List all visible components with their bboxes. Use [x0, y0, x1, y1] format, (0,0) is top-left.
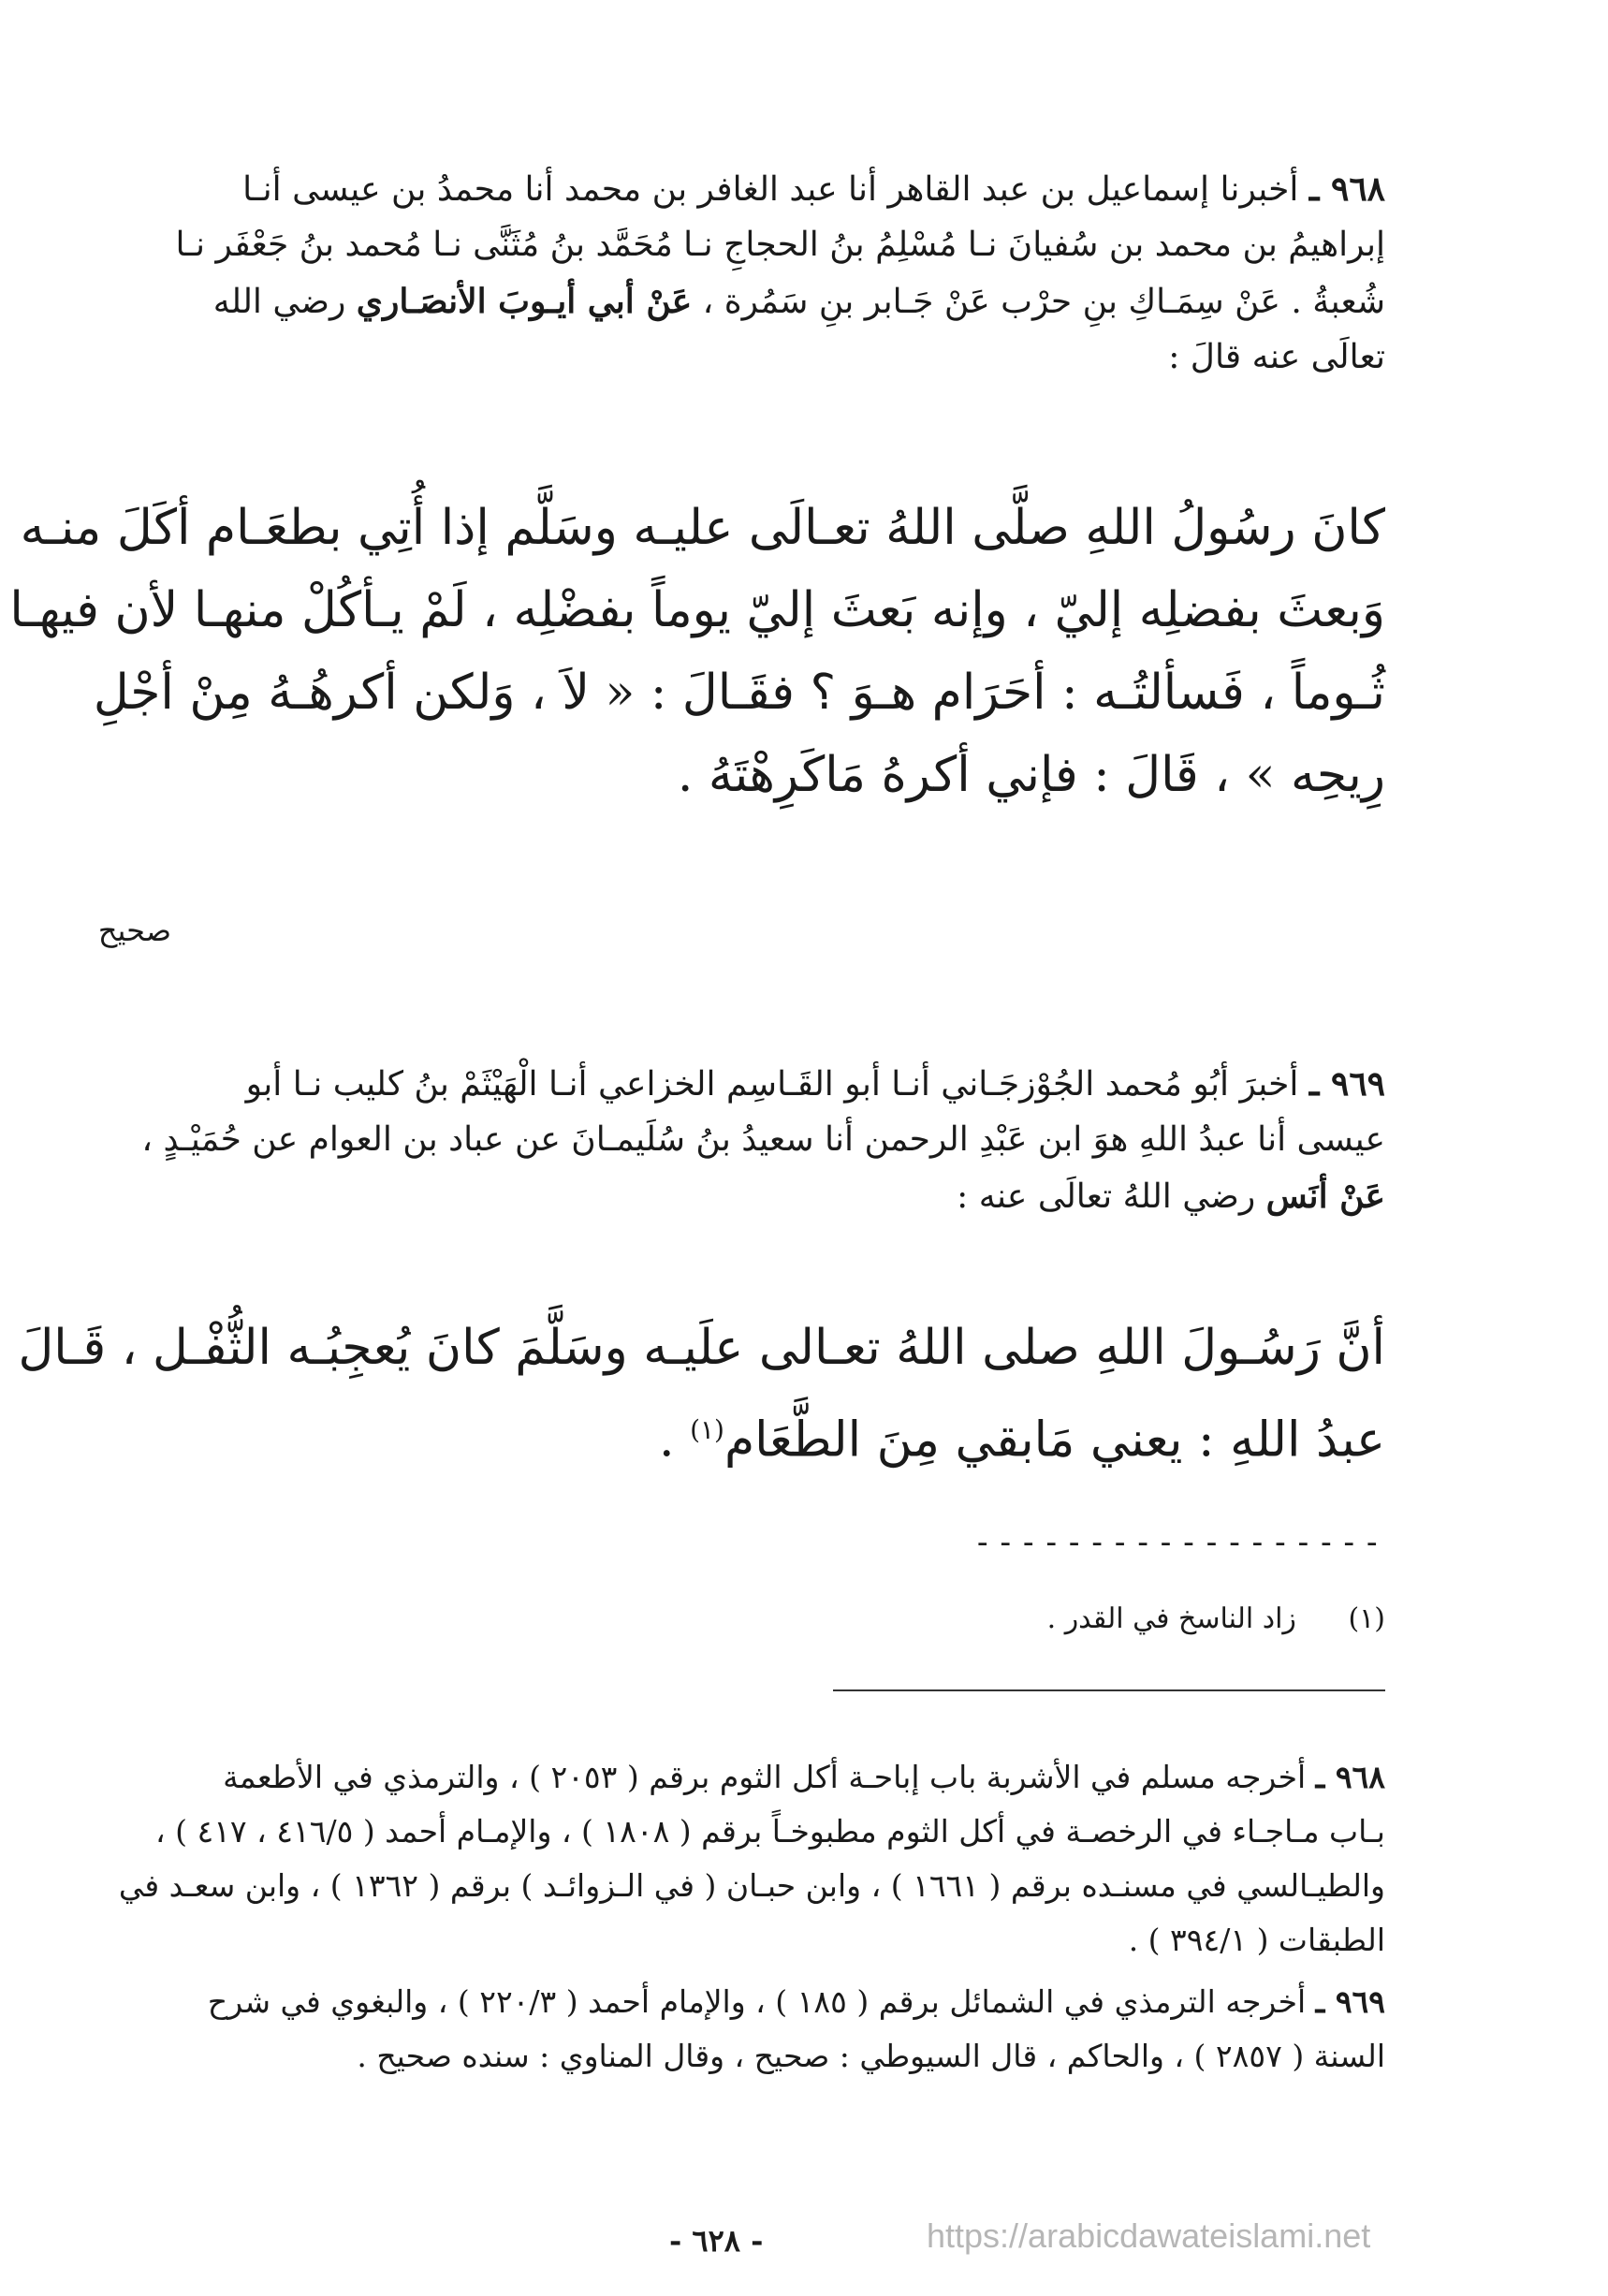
matn-line: كانَ رسُولُ اللهِ صلَّى اللهُ تعـالَى عليـه وسَلَّم إذا أُتِي بطعَـام أكَلَ منـه — [20, 500, 1385, 556]
hadith-number: ٩٦٩ ـ — [1308, 1064, 1385, 1104]
isnad-text: رضي الله — [212, 283, 346, 321]
isnad-text: أخبرَ أبُو مُحمد الجُوْزجَـاني أنـا أبو القَـاسِم الخزاعي أنـا الْهَيْثَمْ بنُ كليب نـا أبو — [245, 1065, 1299, 1104]
footnote — [1047, 1602, 1385, 1635]
takhrij-968 — [118, 1750, 1385, 1967]
watermark-url: https://arabicdawateislami.net — [927, 2216, 1371, 2255]
hadith-969-matn — [18, 1307, 1385, 1471]
takhrij-line — [207, 1975, 1385, 2029]
hadith-968-matn — [9, 487, 1385, 816]
isnad-text: رضي اللهُ تعالَى عنه : — [957, 1177, 1256, 1216]
hadith-number: ٩٦٨ ـ — [1315, 1759, 1385, 1795]
hadith-968-isnad — [175, 161, 1385, 386]
isnad-line — [225, 161, 1385, 217]
hadith-grade: صحيح — [97, 913, 171, 948]
matn-line: وَبعثَ بفضلِه إليّ ، وإنه بَعثَ إليّ يوماً بفضْلِه ، لَمْ يـأكُلْ منهـا لأن فيهـا — [9, 582, 1385, 638]
isnad-text: إبراهيمُ بن محمد بن سُفيانَ نـا مُسْلِمُ بنُ الحجاجِ نـا مُحَمَّد بنُ مُثَنَّى نـا مُحمد بنُ جَعْفَر نـا — [175, 226, 1385, 264]
hadith-number: ٩٦٩ ـ — [1315, 1983, 1385, 2020]
isnad-line — [141, 1112, 1385, 1168]
takhrij-line: السنة ( ٢٨٥٧ ) ، والحاكم ، قال السيوطي : صحيح ، وقال المناوي : سنده صحيح . — [357, 2038, 1385, 2074]
isnad-line — [175, 217, 1385, 273]
isnad-line — [225, 1056, 1385, 1112]
takhrij-line: الطبقات ( ٣٩٤/١ ) . — [1128, 1922, 1385, 1958]
matn-text: عبدُ اللهِ : يعني مَابقي مِنَ الطَّعَام — [724, 1411, 1385, 1469]
isnad-line — [212, 273, 1385, 329]
matn-line: أنَّ رَسُـولَ اللهِ صلى اللهُ تعـالى علَيـه وسَلَّمَ كانَ يُعجِبُـه الثُّفْـل ، قَـالَ — [18, 1320, 1385, 1376]
isnad-text: شُعبةُ . عَنْ سِمَـاكِ بنِ حرْب عَنْ جَـابر بنِ سَمُرة ، — [702, 283, 1385, 321]
takhrij-line — [225, 1750, 1385, 1805]
takhrij-line: والطيـالسي في مسنـده برقم ( ١٦٦١ ) ، وابن حبـان ( في الـزوائـد ) برقم ( ١٣٦٢ ) ، وابن سعـد في — [118, 1867, 1385, 1904]
matn-line — [225, 1389, 1385, 1471]
companion-name: عَنْ أنَس — [1265, 1177, 1385, 1216]
takhrij-text: أخرجه مسلم في الأشربة باب إباحـة أكل الثوم برقم ( ٢٠٥٣ ) ، والترمذي في الأطعمة — [223, 1759, 1307, 1795]
isnad-line — [225, 1168, 1385, 1224]
takhrij-line: بـاب مـاجـاء في الرخصـة في أكل الثوم مطبوخـاً برقم ( ١٨٠٨ ) ، والإمـام أحمد ( ٤١٦/٥ ، ٤١٧ ) ، — [154, 1813, 1385, 1850]
isnad-text: تعالَى عنه قالَ : — [1168, 338, 1385, 376]
takhrij-text: أخرجه الترمذي في الشمائل برقم ( ١٨٥ ) ، والإمام أحمد ( ٢٢٠/٣ ) ، والبغوي في شرح — [207, 1983, 1307, 2020]
takhrij-969 — [207, 1975, 1385, 2084]
hadith-number: ٩٦٨ ـ — [1308, 169, 1385, 209]
matn-line: رِيحِه » ، قَالَ : فإني أكرهُ مَاكَرِهْتَهُ . — [677, 747, 1385, 803]
separator-dashes: ------------------ — [972, 1524, 1385, 1561]
hadith-969-isnad — [141, 1056, 1385, 1224]
isnad-line — [225, 329, 1385, 386]
matn-text: . — [659, 1411, 691, 1469]
footnote-number: (١) — [1348, 1602, 1385, 1635]
isnad-text: أخبرنا إسماعيل بن عبد القاهر أنا عبد الغافر بن محمد أنا محمدُ بن عيسى أنـا — [242, 170, 1299, 209]
footnote-rule — [833, 1689, 1385, 1691]
isnad-text: عيسى أنا عبدُ اللهِ هوَ ابن عَبْدِ الرحمن أنا سعيدُ بنُ سُلَيمـانَ عن عباد بن العوام عن حُمَيْـدٍ ، — [141, 1120, 1385, 1159]
page-number: - ٦٢٨ - — [669, 2223, 764, 2259]
footnote-ref: (١) — [690, 1414, 724, 1445]
companion-name: عَنْ أبي أيـوبَ الأنصَـاري — [356, 282, 693, 321]
footnote-text: زاد الناسخ في القدر . — [1046, 1602, 1296, 1635]
matn-line: ثُـوماً ، فَسألتُـه : أحَرَام هـوَ ؟ فقَـالَ : « لاَ ، وَلكن أكرهُـهُ مِنْ أجْلِ — [93, 665, 1385, 721]
